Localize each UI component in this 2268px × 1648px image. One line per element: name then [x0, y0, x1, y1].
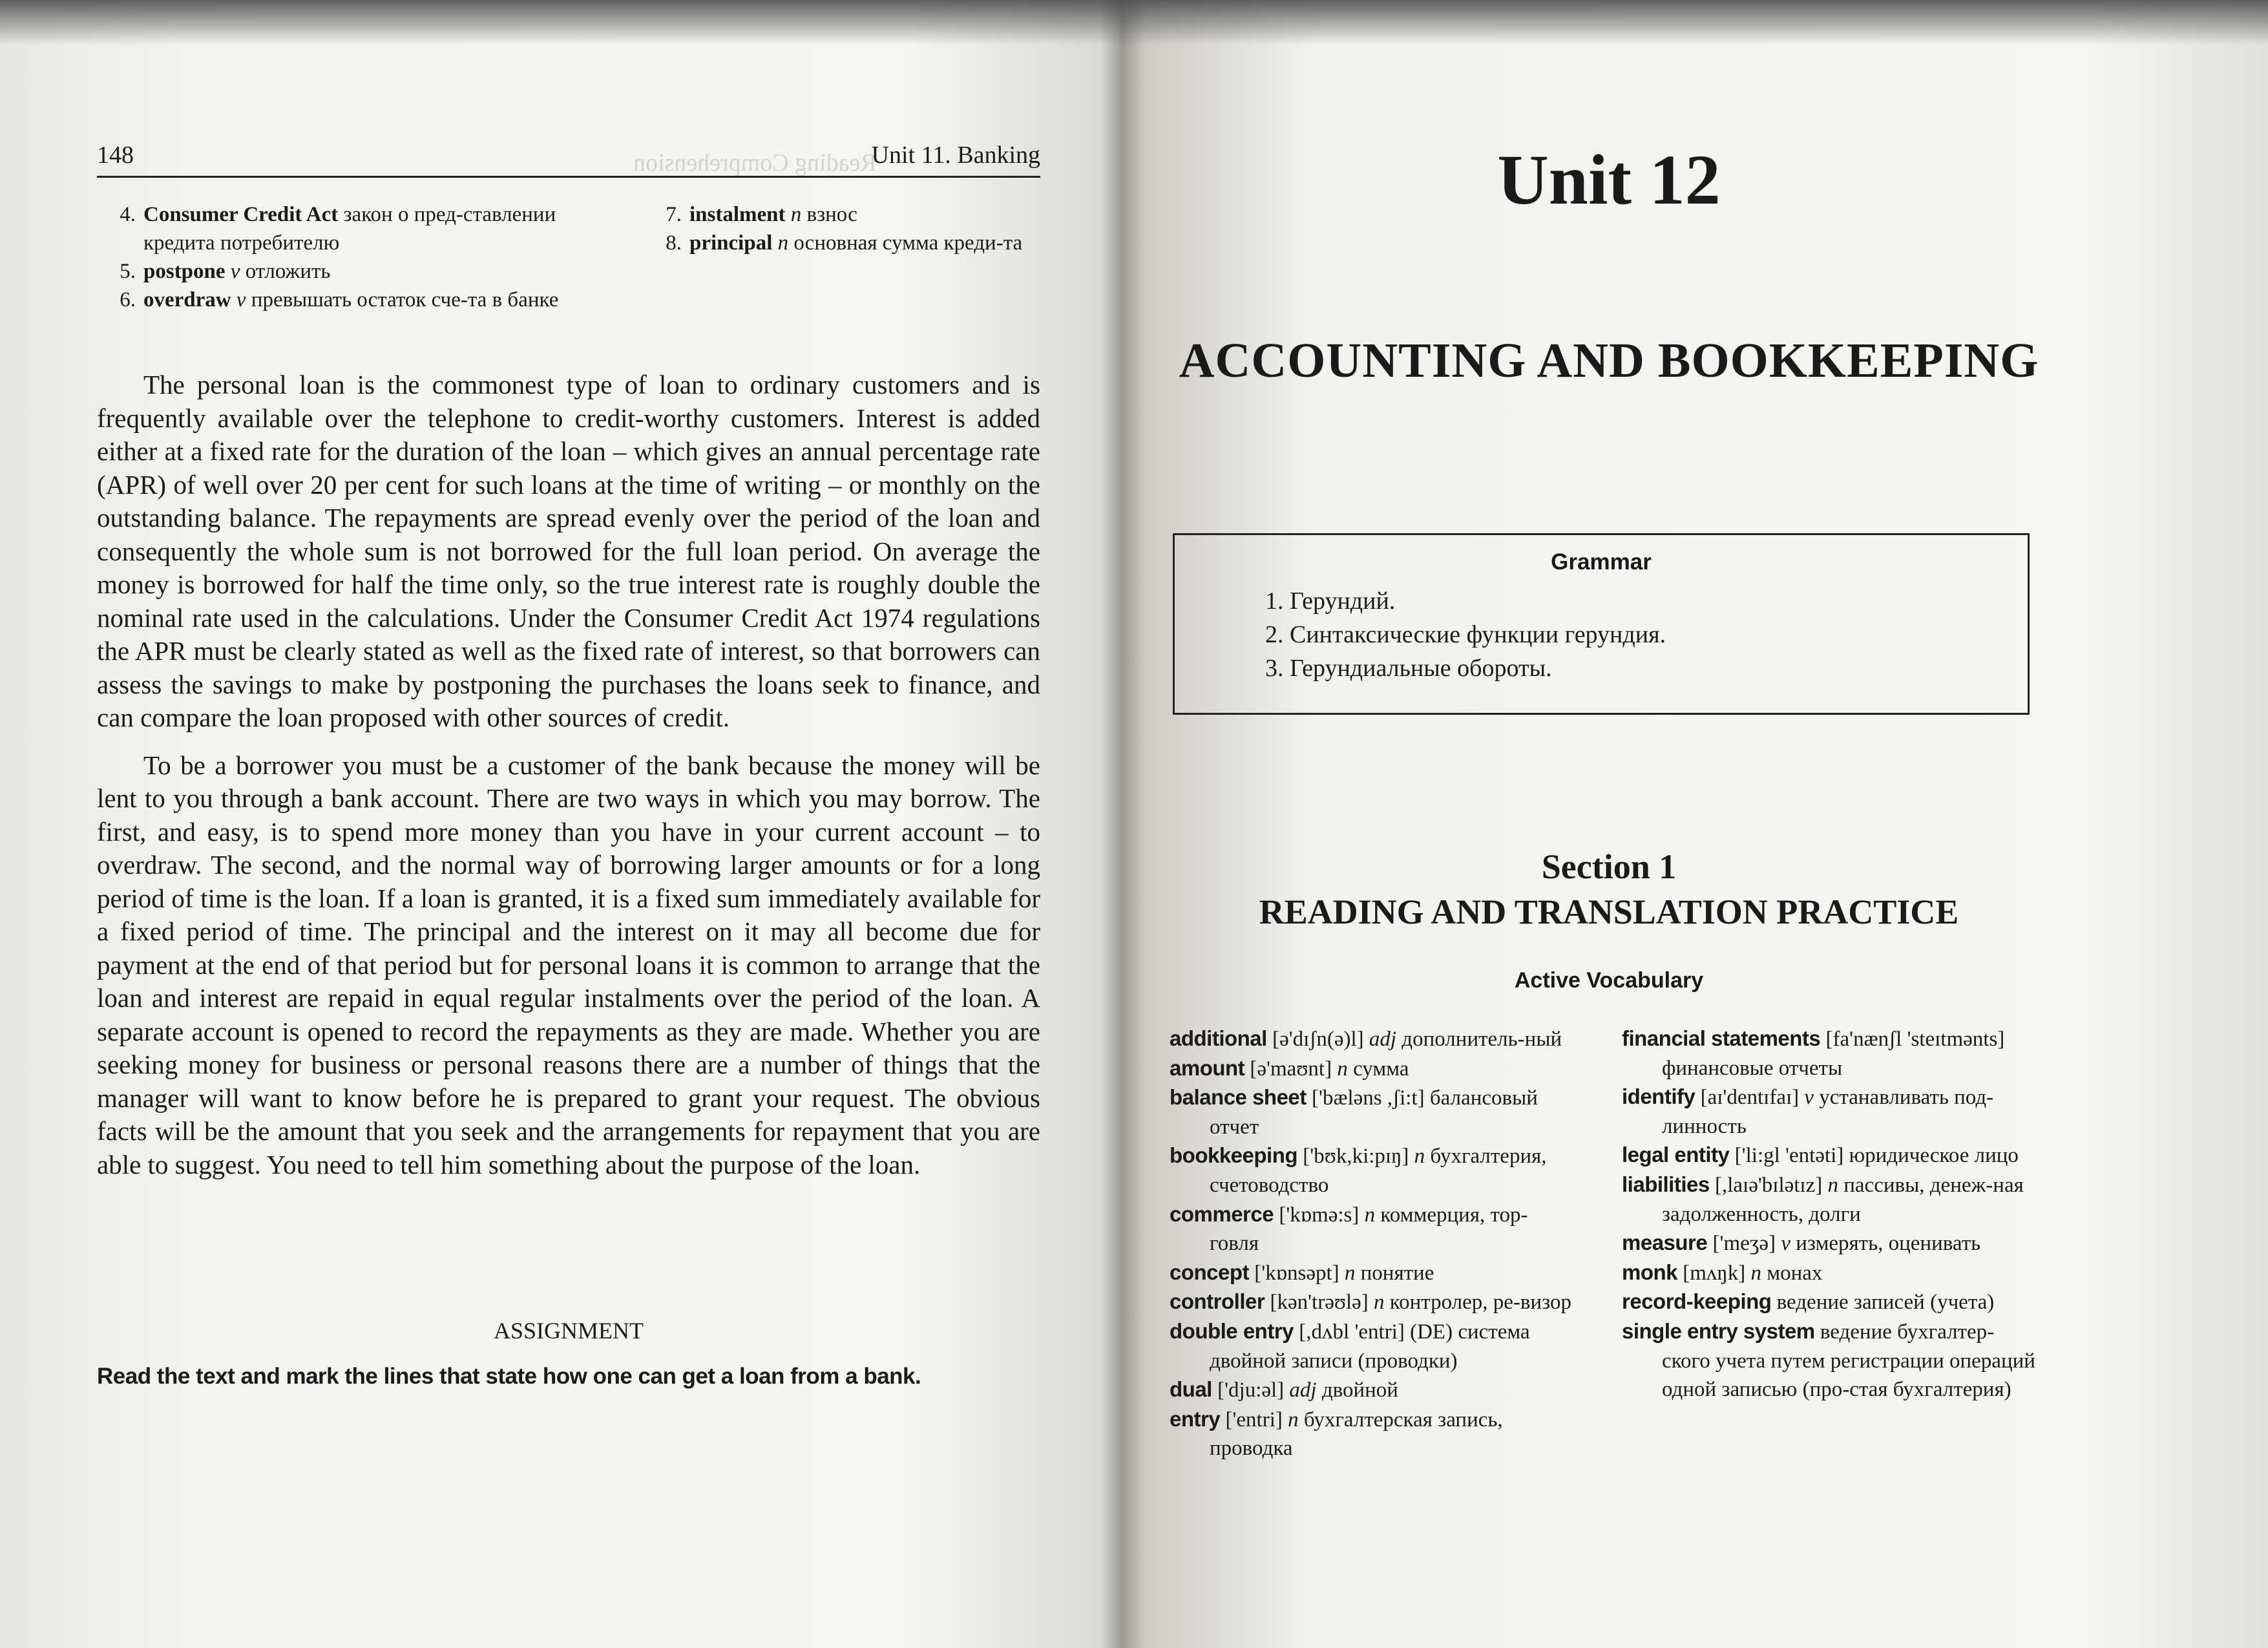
vocab-definition: превышать остаток сче-та в банке: [251, 288, 559, 312]
vocab-term: Consumer Credit Act: [143, 203, 339, 226]
vocab-pronunciation: [mʌŋk]: [1683, 1261, 1746, 1285]
vocab-definition: бухгалтерия, счетоводство: [1210, 1145, 1547, 1197]
vocab-item: [643, 229, 1044, 257]
vocab-term: overdraw: [143, 288, 231, 312]
vocab-definition: ведение записей (учета): [1776, 1291, 1995, 1315]
vocab-definition: юридическое лицо: [1849, 1144, 2019, 1168]
vocab-column-right: [1622, 1024, 2035, 1404]
vocab-number: 4.: [120, 203, 136, 226]
vocab-pos: n: [1827, 1173, 1838, 1197]
vocab-term: amount: [1170, 1055, 1245, 1080]
vocab-pronunciation: [kən'trəʊlə]: [1270, 1291, 1369, 1315]
vocab-entry: [1170, 1258, 1573, 1288]
vocab-term: measure: [1622, 1231, 1708, 1255]
vocab-pos: n: [1750, 1261, 1761, 1285]
vocab-pronunciation: [,dʌbl 'entri]: [1299, 1320, 1405, 1344]
assignment-text: Read the text and mark the lines that state how one can get a loan from a bank.: [97, 1364, 921, 1389]
vocab-definition: взнос: [806, 203, 857, 226]
vocab-definition: устанавливать под-линность: [1662, 1086, 1994, 1138]
grammar-item: 1. Герундий.: [1265, 587, 1396, 615]
vocab-term: commerce: [1170, 1201, 1274, 1226]
vocab-term: financial statements: [1622, 1026, 1821, 1050]
grammar-item: 3. Герундиальные обороты.: [1265, 655, 1552, 682]
vocab-pronunciation: ['kɒmə:s]: [1279, 1203, 1360, 1227]
section-heading: Section 1: [1541, 847, 1677, 886]
page-number: 148: [97, 142, 134, 169]
running-title: Unit 11. Banking: [871, 142, 1040, 169]
vocab-term: double entry: [1170, 1318, 1294, 1343]
vocab-pos: n: [1288, 1408, 1299, 1431]
vocab-definition: финансовые отчеты: [1662, 1056, 1843, 1080]
vocab-item: [97, 257, 594, 286]
section-title: READING AND TRANSLATION PRACTICE: [1259, 893, 1959, 931]
vocab-definition: основная сумма креди-та: [793, 231, 1023, 255]
vocab-definition: пассивы, денеж-ная задолженность, долги: [1662, 1173, 2024, 1226]
chapter-title: ACCOUNTING AND BOOKKEEPING: [1179, 333, 2039, 388]
vocab-term: additional: [1170, 1026, 1267, 1050]
vocab-pronunciation: [aɪ'dentɪfaɪ]: [1700, 1086, 1800, 1110]
vocab-entry: [1170, 1054, 1573, 1084]
grammar-item: 2. Синтаксические функции герундия.: [1265, 621, 1666, 648]
vocab-term: legal entity: [1622, 1143, 1730, 1167]
vocab-definition: балансовый отчет: [1210, 1086, 1538, 1139]
vocab-number: 5.: [120, 260, 136, 283]
active-vocabulary-heading: Active Vocabulary: [1514, 968, 1704, 993]
vocab-term: single entry system: [1622, 1318, 1815, 1343]
vocab-entry: [1170, 1405, 1573, 1463]
vocab-item: [97, 286, 594, 314]
vocab-pos: n: [777, 231, 789, 255]
vocab-term: postpone: [143, 260, 226, 283]
vocab-pronunciation: [ə'maʊnt]: [1250, 1057, 1332, 1081]
vocab-term: identify: [1622, 1084, 1696, 1109]
vocab-entry: [1622, 1141, 2035, 1170]
vocab-term: liabilities: [1622, 1172, 1710, 1196]
vocab-pos: v: [230, 260, 240, 283]
vocab-definition: измерять, оценивать: [1796, 1232, 1981, 1256]
vocab-pos: n: [1414, 1145, 1425, 1168]
vocab-pronunciation: ['entri]: [1225, 1408, 1283, 1431]
paragraph: The personal loan is the commonest type of loan to ordinary customers and is frequently available over the telephone to credit-worthy customers. Interest is added either at a fixed rate for the duration of the loan – which gives an annual percentage rate (APR) of well over 20 per cent for such loans at the time of writing – or monthly on the outstanding balance. The repayments are spread evenly over the period of the loan and consequently the whole sum is not borrowed for the full loan period. On average the money is borrowed for half the time only, so the true interest rate is roughly double the nominal rate used in the calculations. Under the Consumer Credit Act 1974 regulations the APR must be clearly stated as well as the fixed rate of interest, so that borrowers can assess the savings to make by postponing the purchases the loans seek to finance, and can compare the loan proposed with other sources of credit.: [97, 370, 1040, 732]
vocab-definition: бухгалтерская запись, проводка: [1210, 1408, 1503, 1461]
vocab-definition: (DE) система двойной записи (проводки): [1210, 1320, 1530, 1373]
vocab-item: [97, 200, 594, 257]
vocab-pronunciation: [ə'dɪʃn(ə)l]: [1272, 1028, 1364, 1051]
vocab-entry: [1622, 1317, 2035, 1404]
vocab-entry: [1622, 1258, 2035, 1288]
main-text: [97, 368, 1040, 1196]
vocab-term: record-keeping: [1622, 1289, 1772, 1314]
vocab-term: instalment: [689, 203, 786, 226]
vocab-term: bookkeeping: [1170, 1143, 1298, 1168]
vocab-entry: [1170, 1375, 1573, 1405]
running-head-left: [97, 137, 1040, 178]
unit-title: Unit 12: [1497, 140, 1721, 219]
vocab-pronunciation: ['bæləns ,ʃi:t]: [1312, 1086, 1425, 1110]
vocab-term: controller: [1170, 1289, 1265, 1314]
vocab-pos: v: [1804, 1086, 1814, 1110]
vocab-number: 8.: [666, 231, 682, 255]
vocab-definition: понятие: [1360, 1261, 1434, 1285]
vocab-entry: [1170, 1024, 1573, 1054]
vocab-pronunciation: [fa'nænʃl 'steɪtmənts]: [1825, 1028, 2005, 1051]
vocab-pronunciation: [,laɪə'bɪlətɪz]: [1714, 1173, 1823, 1197]
vocab-pos: n: [1374, 1291, 1385, 1315]
vocab-number: 6.: [120, 288, 136, 312]
grammar-list: [1265, 584, 2028, 685]
vocab-entry: [1170, 1287, 1573, 1317]
vocab-pos: v: [236, 288, 246, 312]
vocab-pos: n: [1364, 1203, 1376, 1227]
vocab-term: balance sheet: [1170, 1085, 1307, 1110]
vocab-definition: закон о пред-ставлении кредита потребителю: [143, 203, 556, 255]
vocab-column-left: [1170, 1024, 1573, 1463]
vocab-pronunciation: ['li:gl 'entəti]: [1734, 1144, 1844, 1168]
vocab-column-2: [643, 200, 1044, 257]
vocab-pos: n: [1337, 1057, 1348, 1081]
vocab-entry: [1622, 1170, 2035, 1229]
scan-shadow: [0, 0, 2268, 45]
vocab-term: dual: [1170, 1377, 1212, 1402]
vocab-definition: контролер, ре-визор: [1389, 1291, 1572, 1315]
vocab-entry: [1170, 1141, 1573, 1199]
vocab-entry: [1622, 1024, 2035, 1083]
vocab-entry: [1170, 1317, 1573, 1375]
vocab-pos: n: [790, 203, 802, 226]
vocab-pos: adj: [1369, 1028, 1397, 1051]
vocab-pronunciation: ['dju:əl]: [1217, 1379, 1285, 1402]
vocab-definition: отложить: [245, 260, 331, 283]
vocab-term: principal: [689, 231, 773, 255]
vocab-entry: [1170, 1083, 1573, 1141]
vocab-number: 7.: [666, 203, 682, 226]
vocab-pronunciation: ['meʒə]: [1712, 1232, 1776, 1256]
vocab-entry: [1622, 1083, 2035, 1141]
vocab-definition: монах: [1767, 1261, 1823, 1285]
vocab-pos: n: [1344, 1261, 1356, 1285]
vocab-pos: v: [1781, 1232, 1790, 1256]
vocab-definition: сумма: [1353, 1057, 1409, 1081]
vocab-column-1: [97, 200, 594, 314]
vocab-term: concept: [1170, 1260, 1250, 1284]
vocab-term: monk: [1622, 1260, 1678, 1284]
vocab-definition: коммерция, тор-говля: [1210, 1203, 1528, 1256]
vocab-entry: [1622, 1287, 2035, 1317]
vocab-pronunciation: ['bʊk,ki:pɪŋ]: [1303, 1145, 1409, 1168]
vocab-pronunciation: ['kɒnsəpt]: [1254, 1261, 1339, 1285]
vocab-definition: двойной: [1321, 1379, 1398, 1402]
paragraph: To be a borrower you must be a customer of the bank because the money will be lent to you through a bank account. There are two ways in which you may borrow. The first, and easy, is to spend more money than you have in your current account – to overdraw. The second, and the normal way of borrowing larger amounts or for a long period of time is the loan. If a loan is granted, it is a fixed sum immediately available for a fixed period of time. The principal and the interest on it may all become due for payment at the end of that period but for personal loans it is common to arrange that the loan and interest are repaid in equal regular instalments over the period of the loan. A separate account is opened to record the repayments as they are made. Whether you are seeking money for business or personal reasons there are a number of things that the manager will want to know before he is prepared to grant your request. The obvious facts will be the amount that you seek and the arrangements for repayment that you are able to suggest. You need to tell him something about the purpose of the loan.: [97, 750, 1040, 1179]
vocab-pos: adj: [1289, 1379, 1317, 1402]
vocab-entry: [1170, 1200, 1573, 1258]
vocab-item: [643, 200, 1044, 229]
vocab-entry: [1622, 1229, 2035, 1258]
vocab-definition: дополнитель-ный: [1402, 1028, 1562, 1051]
grammar-heading: Grammar: [1551, 549, 1652, 575]
vocab-definition: ведение бухгалтер-ского учета путем регистрации операций одной записью (про-стая бухгалтерия): [1662, 1320, 2035, 1402]
assignment-heading: ASSIGNMENT: [493, 1318, 644, 1344]
vocab-term: entry: [1170, 1406, 1221, 1431]
grammar-box: [1173, 533, 2030, 715]
